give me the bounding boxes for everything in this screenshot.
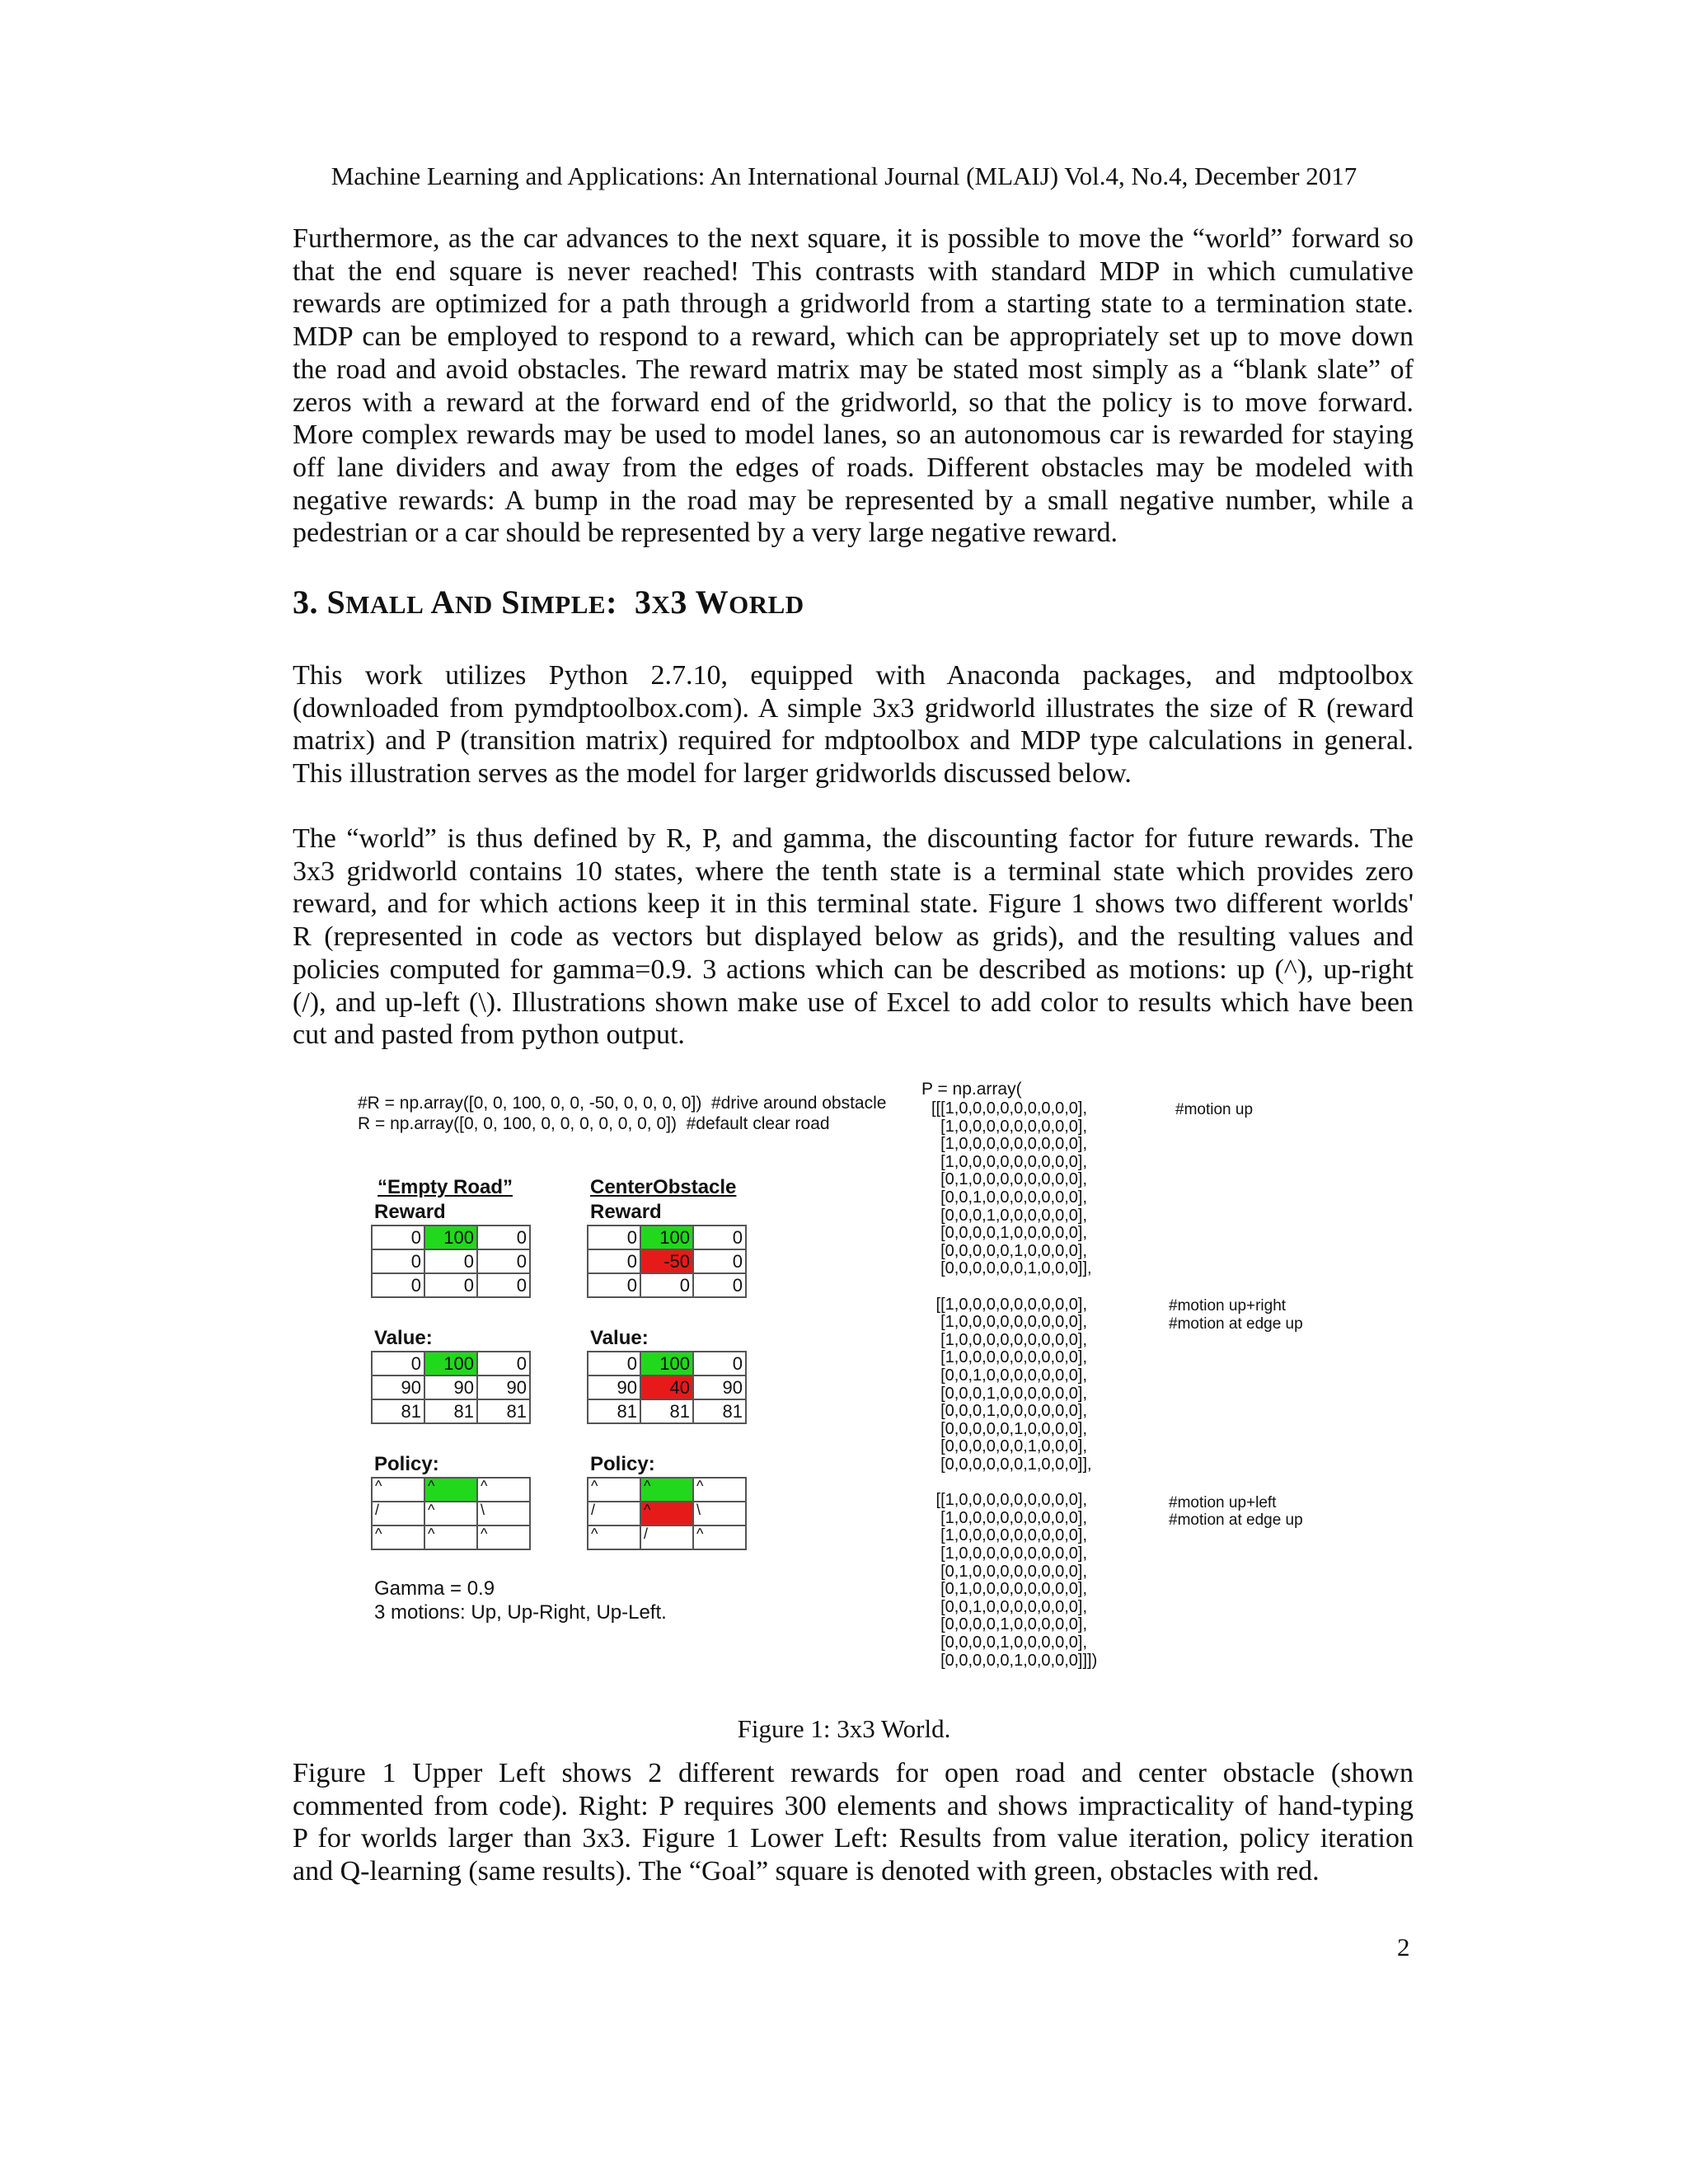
grid-row <box>588 1273 746 1297</box>
policy-label: Policy: <box>590 1453 655 1475</box>
grid-cell: / <box>372 1502 424 1526</box>
empty-reward-grid <box>371 1225 531 1298</box>
heading-part: A <box>430 583 455 621</box>
grid-row <box>588 1376 746 1399</box>
obstacle-reward-grid <box>587 1225 747 1298</box>
grid-cell: 0 <box>477 1273 530 1297</box>
text-line: commented from code). Right: P requires 300 elements and shows impracticality of hand-typing <box>293 1790 1414 1821</box>
text-line: rewards are optimized for a path through a gridworld from a starting state to a termination state. <box>293 288 1414 320</box>
grid-cell: 100 <box>424 1352 477 1376</box>
p-matrix-line: [0,1,0,0,0,0,0,0,0,0], <box>931 1562 1088 1581</box>
paragraph-1 <box>293 223 1414 550</box>
p-matrix-line: [[1,0,0,0,0,0,0,0,0,0], <box>931 1295 1088 1314</box>
grid-cell: 81 <box>424 1399 477 1423</box>
comment-edge-up: #motion at edge up <box>1169 1315 1303 1333</box>
text-line: This work utilizes Python 2.7.10, equipped with Anaconda packages, and mdptoolbox <box>293 660 1414 691</box>
text-line: negative rewards: A bump in the road may be represented by a small negative number, while a <box>293 485 1414 516</box>
code-comment-obstacle: #R = np.array([0, 0, 100, 0, 0, -50, 0, 0, 0, 0]) #drive around obstacle <box>358 1094 887 1113</box>
p-matrix-line: [1,0,0,0,0,0,0,0,0,0], <box>931 1135 1088 1154</box>
text-line: and Q-learning (same results). The “Goal” square is denoted with green, obstacles with red. <box>293 1856 1320 1887</box>
grid-cell: 0 <box>424 1273 477 1297</box>
heading-part: ORLD <box>729 590 804 619</box>
p-matrix-line: [0,0,0,0,0,1,0,0,0,0]]]) <box>931 1651 1098 1670</box>
grid-cell: 40 <box>640 1376 693 1399</box>
grid-cell: 81 <box>372 1399 424 1423</box>
p-matrix-line: [1,0,0,0,0,0,0,0,0,0], <box>931 1348 1088 1367</box>
p-matrix-header: P = np.array( <box>921 1080 1022 1099</box>
grid-cell: ^ <box>372 1478 424 1502</box>
grid-row <box>372 1376 530 1399</box>
text-line: This illustration serves as the model for larger gridworlds discussed below. <box>293 758 1132 790</box>
page-number: 2 <box>1397 1933 1410 1961</box>
text-line: the road and avoid obstacles. The reward matrix may be stated most simply as a “blank slate” of <box>293 354 1414 385</box>
text-line: 3x3 gridworld contains 10 states, where the tenth state is a terminal state which provides zero <box>293 855 1414 887</box>
grid-cell: 0 <box>477 1249 530 1273</box>
grid-row <box>372 1273 530 1297</box>
grid-cell: 0 <box>693 1249 746 1273</box>
p-matrix-line: [0,0,0,0,0,0,1,0,0,0]], <box>931 1259 1092 1278</box>
text-line: matrix) and P (transition matrix) required for mdptoolbox and MDP type calculations in general. <box>293 725 1414 757</box>
grid-row <box>372 1478 530 1502</box>
heading-number: 3. <box>293 583 318 621</box>
text-line: Furthermore, as the car advances to the next square, it is possible to move the “world” forward so <box>293 223 1414 254</box>
text-line: Figure 1 Upper Left shows 2 different rewards for open road and center obstacle (shown <box>293 1758 1414 1788</box>
heading-part: W <box>687 583 729 621</box>
grid-row <box>372 1399 530 1423</box>
grid-row <box>372 1226 530 1249</box>
text-line: MDP can be employed to respond to a reward, which can be appropriately set up to move down <box>293 321 1414 353</box>
grid-row <box>372 1502 530 1526</box>
grid-cell: 100 <box>640 1226 693 1249</box>
heading-part: IMPLE <box>519 590 607 619</box>
p-matrix-line: [0,0,1,0,0,0,0,0,0,0], <box>931 1366 1088 1385</box>
text-line: reward, and for which actions keep it in this terminal state. Figure 1 shows two different worlds' <box>293 888 1414 920</box>
grid-cell: 0 <box>372 1273 424 1297</box>
grid-cell: ^ <box>424 1502 477 1526</box>
grid-cell: ^ <box>693 1478 746 1502</box>
figure-caption: Figure 1: 3x3 World. <box>737 1714 951 1743</box>
p-matrix-line: [[1,0,0,0,0,0,0,0,0,0], <box>931 1491 1088 1510</box>
code-reward-default: R = np.array([0, 0, 100, 0, 0, 0, 0, 0, 0, 0]) #default clear road <box>358 1114 830 1133</box>
text-line: The “world” is thus defined by R, P, and gamma, the discounting factor for future rewards. The <box>293 823 1414 854</box>
empty-road-title: “Empty Road” <box>377 1176 513 1198</box>
empty-policy-grid <box>371 1477 531 1550</box>
motions-text: 3 motions: Up, Up-Right, Up-Left. <box>374 1601 667 1624</box>
p-matrix-line: [1,0,0,0,0,0,0,0,0,0], <box>931 1117 1088 1136</box>
p-matrix-line: [0,0,0,0,1,0,0,0,0,0], <box>931 1224 1088 1243</box>
p-matrix-line: [0,0,0,0,0,1,0,0,0,0], <box>931 1419 1088 1438</box>
p-matrix-line: [0,0,0,0,1,0,0,0,0,0], <box>931 1615 1088 1634</box>
comment-motion-upright: #motion up+right <box>1169 1297 1287 1315</box>
obstacle-value-grid <box>587 1351 747 1424</box>
p-matrix-line: [0,0,0,1,0,0,0,0,0,0], <box>931 1206 1088 1225</box>
grid-cell: / <box>588 1502 640 1526</box>
p-matrix-line: [1,0,0,0,0,0,0,0,0,0], <box>931 1508 1088 1527</box>
p-matrix-line: [[[1,0,0,0,0,0,0,0,0,0], <box>931 1099 1088 1118</box>
heading-part: X <box>651 590 671 619</box>
section-heading <box>293 583 804 621</box>
grid-cell: 90 <box>424 1376 477 1399</box>
p-matrix-line: [0,0,0,0,0,0,1,0,0,0], <box>931 1437 1088 1456</box>
grid-cell: 90 <box>693 1376 746 1399</box>
grid-cell: ^ <box>424 1478 477 1502</box>
p-matrix-line: [0,1,0,0,0,0,0,0,0,0], <box>931 1170 1088 1189</box>
grid-cell: 0 <box>477 1352 530 1376</box>
grid-cell: / <box>640 1526 693 1549</box>
grid-cell: 81 <box>588 1399 640 1423</box>
grid-cell: 81 <box>693 1399 746 1423</box>
grid-cell: ^ <box>588 1478 640 1502</box>
text-line: More complex rewards may be used to model lanes, so an autonomous car is rewarded for staying <box>293 419 1414 451</box>
text-line: cut and pasted from python output. <box>293 1019 685 1051</box>
grid-row <box>372 1526 530 1549</box>
grid-row <box>588 1399 746 1423</box>
paragraph-3 <box>293 823 1414 1052</box>
text-line: (/), and up-left (\). Illustrations shown make use of Excel to add color to results which have been <box>293 987 1414 1018</box>
grid-cell: 0 <box>372 1249 424 1273</box>
text-line: zeros with a reward at the forward end of the gridworld, so that the policy is to move forward. <box>293 387 1414 418</box>
grid-row <box>588 1249 746 1273</box>
grid-cell: 0 <box>588 1352 640 1376</box>
value-label: Value: <box>374 1327 433 1349</box>
grid-cell: ^ <box>640 1478 693 1502</box>
grid-row <box>588 1352 746 1376</box>
grid-row <box>588 1526 746 1549</box>
text-line: P for worlds larger than 3x3. Figure 1 Lower Left: Results from value iteration, policy iteration <box>293 1823 1414 1854</box>
p-matrix-line: [1,0,0,0,0,0,0,0,0,0], <box>931 1526 1088 1545</box>
comment-motion-up: #motion up <box>1175 1101 1254 1118</box>
grid-cell: 0 <box>588 1249 640 1273</box>
paragraph-4 <box>293 1757 1414 1888</box>
grid-cell: ^ <box>588 1526 640 1549</box>
grid-cell: 81 <box>640 1399 693 1423</box>
text-line: that the end square is never reached! This contrasts with standard MDP in which cumulative <box>293 255 1414 287</box>
grid-cell: 90 <box>477 1376 530 1399</box>
grid-cell: \ <box>477 1502 530 1526</box>
grid-cell: 90 <box>588 1376 640 1399</box>
grid-cell: 100 <box>640 1352 693 1376</box>
grid-cell: ^ <box>693 1526 746 1549</box>
p-matrix-line: [0,0,1,0,0,0,0,0,0,0], <box>931 1597 1088 1616</box>
empty-value-grid <box>371 1351 531 1424</box>
grid-cell: 0 <box>477 1226 530 1249</box>
grid-cell: \ <box>693 1502 746 1526</box>
p-matrix-line: [1,0,0,0,0,0,0,0,0,0], <box>931 1152 1088 1171</box>
grid-cell: ^ <box>640 1502 693 1526</box>
heading-part: 3 <box>670 583 687 621</box>
p-matrix-line: [0,0,1,0,0,0,0,0,0,0], <box>931 1188 1088 1207</box>
grid-row <box>372 1352 530 1376</box>
grid-cell: ^ <box>372 1526 424 1549</box>
grid-cell: ^ <box>424 1526 477 1549</box>
p-matrix-line: [0,0,0,0,0,0,1,0,0,0]], <box>931 1455 1092 1474</box>
p-matrix-line: [0,0,0,1,0,0,0,0,0,0], <box>931 1402 1088 1421</box>
grid-cell: 0 <box>424 1249 477 1273</box>
policy-label: Policy: <box>374 1453 439 1475</box>
p-matrix-line: [1,0,0,0,0,0,0,0,0,0], <box>931 1330 1088 1349</box>
grid-cell: ^ <box>477 1526 530 1549</box>
grid-cell: 0 <box>693 1226 746 1249</box>
heading-part: : 3 <box>606 583 652 621</box>
grid-cell: 0 <box>372 1352 424 1376</box>
obstacle-policy-grid <box>587 1477 747 1550</box>
heading-part: S <box>326 583 346 621</box>
running-header: Machine Learning and Applications: An International Journal (MLAIJ) Vol.4, No.4, December 2017 <box>331 162 1357 190</box>
grid-cell: 81 <box>477 1399 530 1423</box>
grid-row <box>372 1249 530 1273</box>
grid-cell: -50 <box>640 1249 693 1273</box>
value-label: Value: <box>590 1327 649 1349</box>
reward-label: Reward <box>374 1201 446 1223</box>
grid-cell: 90 <box>372 1376 424 1399</box>
grid-row <box>588 1502 746 1526</box>
p-matrix-line: [0,0,0,0,1,0,0,0,0,0], <box>931 1633 1088 1652</box>
text-line: pedestrian or a car should be represented by a very large negative reward. <box>293 518 1118 549</box>
text-line: R (represented in code as vectors but displayed below as grids), and the resulting values and <box>293 921 1414 953</box>
p-matrix-line: [0,1,0,0,0,0,0,0,0,0], <box>931 1580 1088 1599</box>
grid-cell: 0 <box>693 1352 746 1376</box>
text-line: policies computed for gamma=0.9. 3 actions which can be described as motions: up (^), up-right <box>293 954 1414 985</box>
paragraph-2 <box>293 659 1414 790</box>
comment-motion-upleft: #motion up+left <box>1169 1494 1277 1511</box>
grid-row <box>588 1226 746 1249</box>
p-matrix-line: [0,0,0,1,0,0,0,0,0,0], <box>931 1384 1088 1403</box>
heading-part: MALL <box>345 590 424 619</box>
grid-cell: 0 <box>640 1273 693 1297</box>
text-line: (downloaded from pymdptoolbox.com). A simple 3x3 gridworld illustrates the size of R (reward <box>293 692 1414 724</box>
grid-cell: ^ <box>477 1478 530 1502</box>
center-obstacle-title: CenterObstacle <box>590 1176 737 1198</box>
gamma-text: Gamma = 0.9 <box>374 1577 495 1600</box>
grid-cell: 0 <box>588 1226 640 1249</box>
p-matrix-line: [1,0,0,0,0,0,0,0,0,0], <box>931 1313 1088 1332</box>
grid-cell: 0 <box>372 1226 424 1249</box>
p-matrix-line: [1,0,0,0,0,0,0,0,0,0], <box>931 1544 1088 1563</box>
grid-cell: 0 <box>693 1273 746 1297</box>
reward-label: Reward <box>590 1201 662 1223</box>
grid-row <box>588 1478 746 1502</box>
figure-3x3-world <box>354 1080 1303 1681</box>
heading-part: ND <box>454 590 493 619</box>
grid-cell: 100 <box>424 1226 477 1249</box>
heading-part: S <box>501 583 520 621</box>
text-line: off lane dividers and away from the edges of roads. Different obstacles may be modeled with <box>293 452 1414 483</box>
comment-edge-up: #motion at edge up <box>1169 1511 1303 1529</box>
p-matrix-line: [0,0,0,0,0,1,0,0,0,0], <box>931 1241 1088 1260</box>
grid-cell: 0 <box>588 1273 640 1297</box>
